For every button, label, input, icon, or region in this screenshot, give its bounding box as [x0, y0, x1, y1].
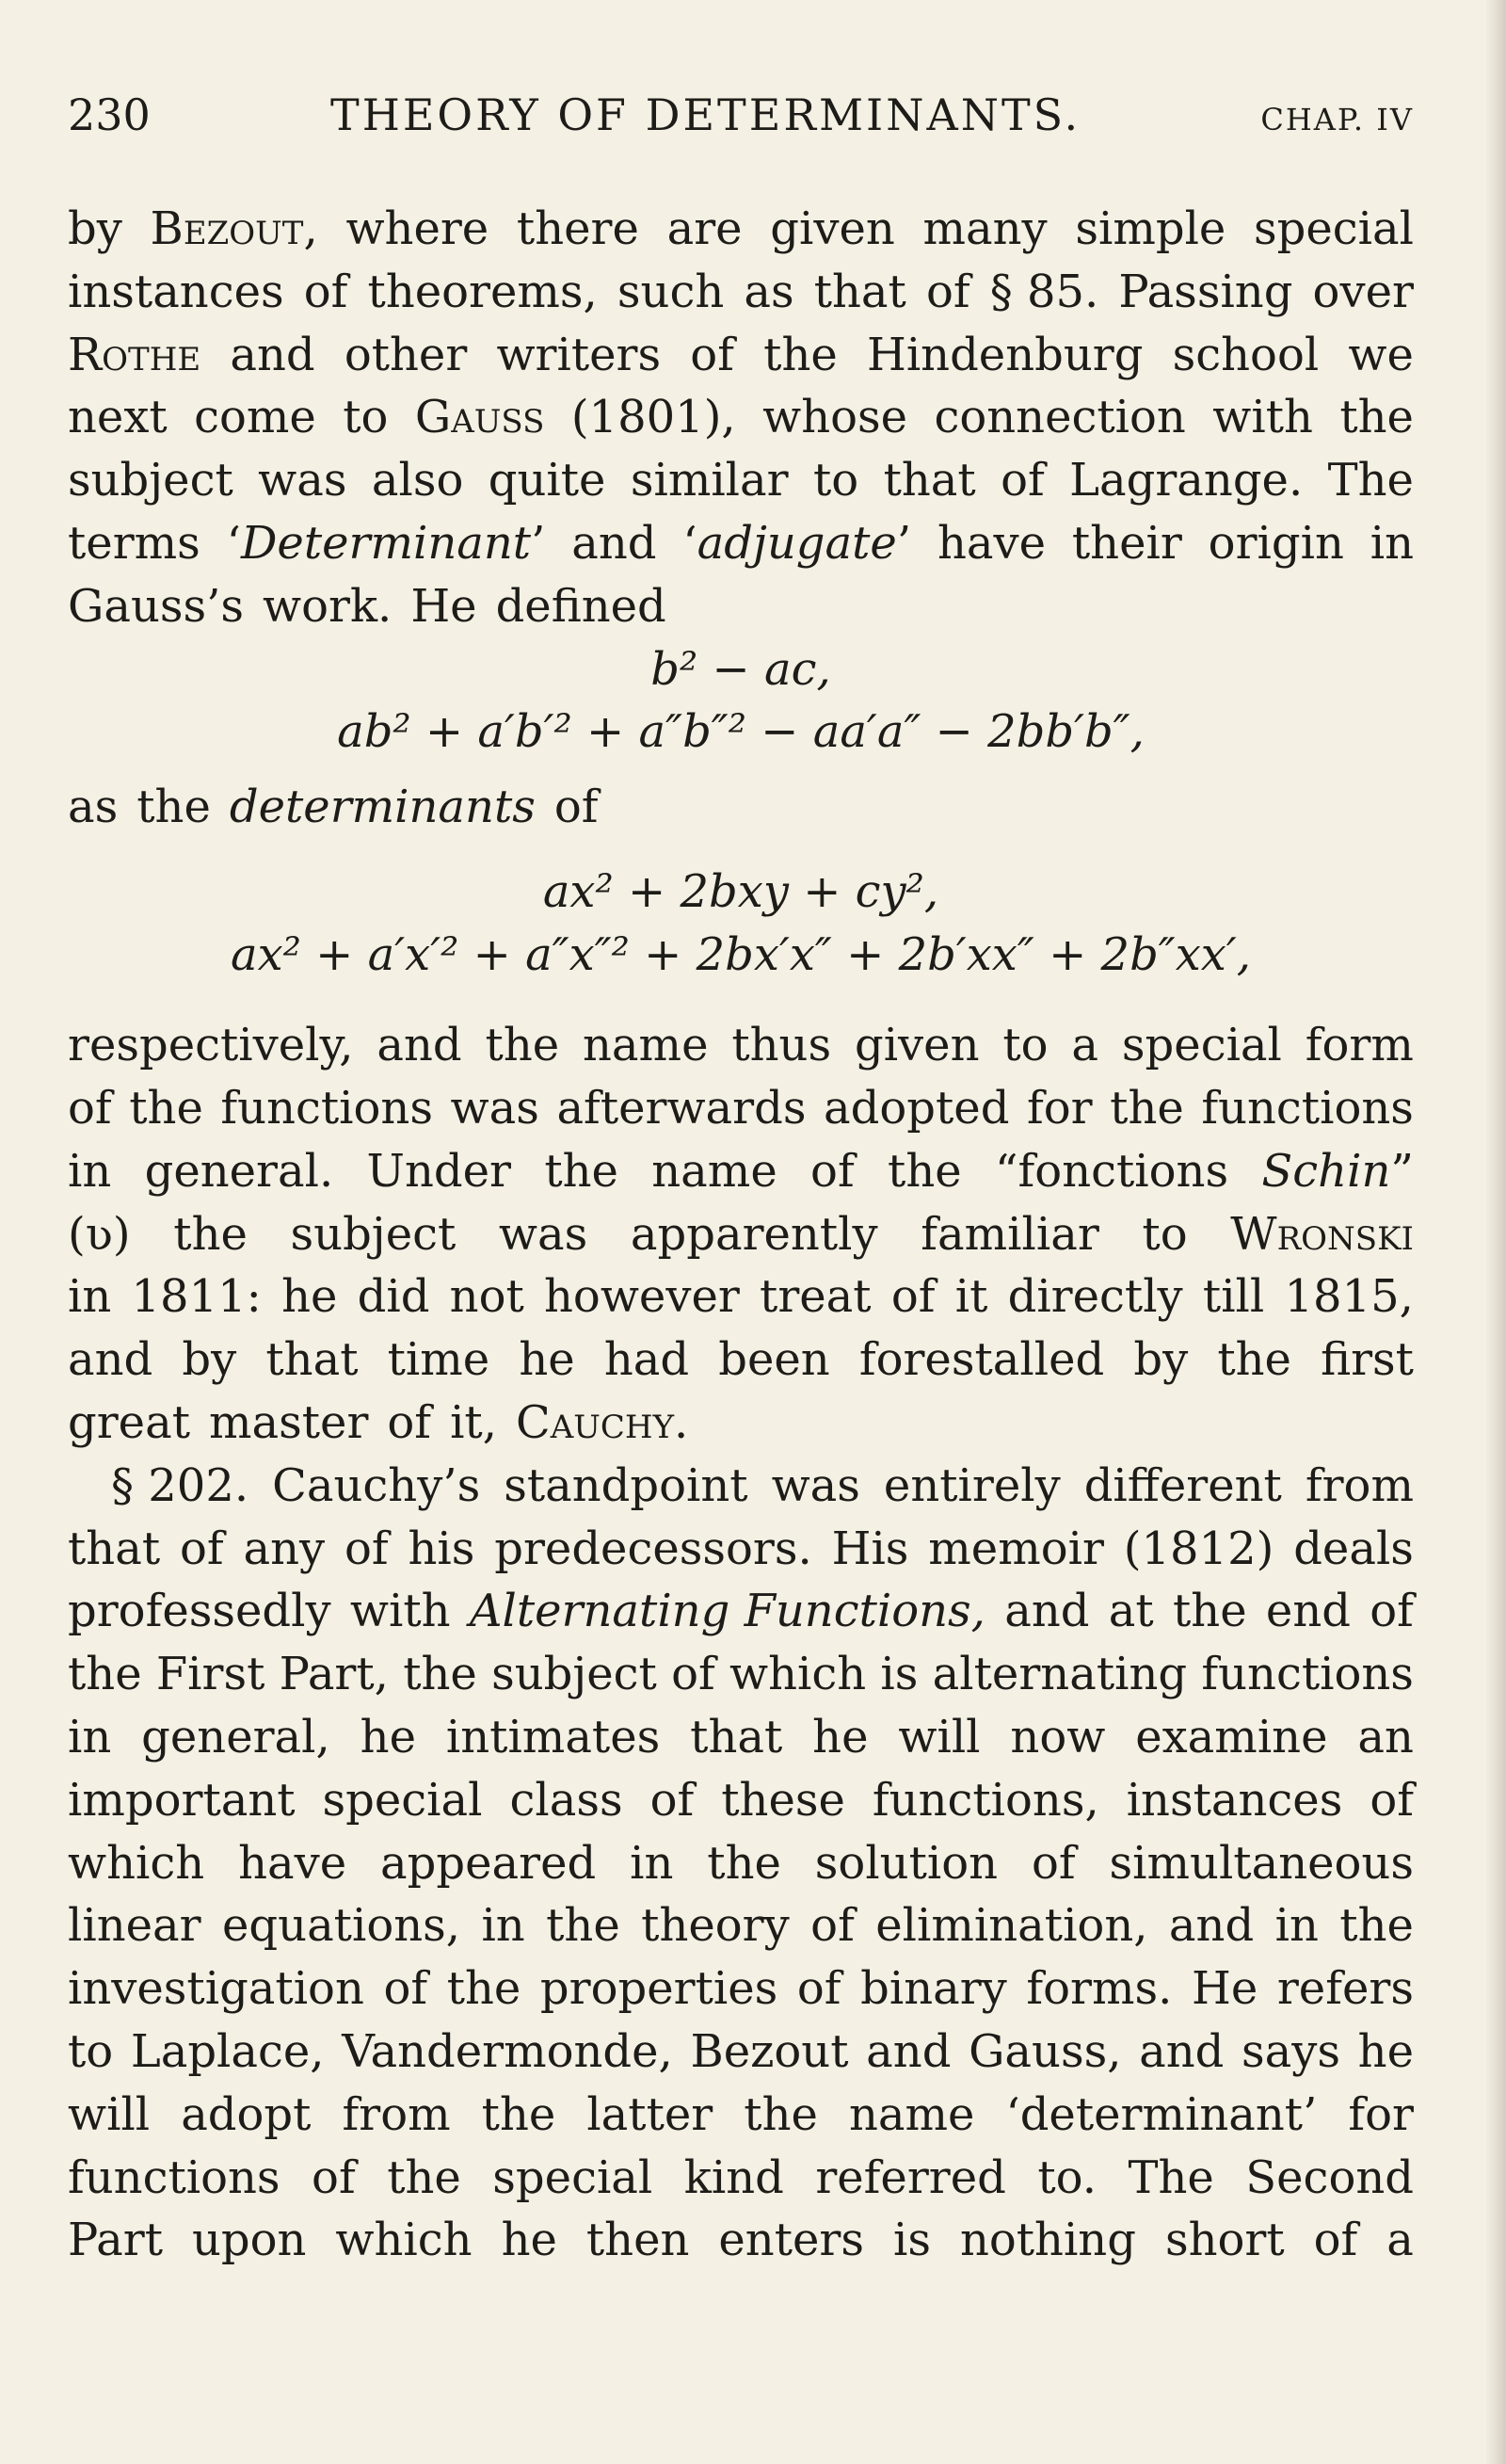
- word: refers: [1276, 1962, 1414, 2016]
- word: he: [360, 1710, 416, 1763]
- word: he: [812, 1710, 869, 1763]
- word: great: [68, 1395, 190, 1449]
- word: with: [1212, 391, 1313, 444]
- word: it,: [450, 1395, 497, 1449]
- body-text: [68, 198, 1414, 2272]
- word: ‘determinant’: [1005, 2087, 1318, 2141]
- word: he: [501, 2214, 557, 2267]
- text-line: [68, 575, 1414, 638]
- running-head: [68, 89, 1414, 146]
- word: binary: [860, 1962, 1007, 2016]
- word: of: [810, 1899, 855, 1953]
- word: The: [1128, 2150, 1214, 2204]
- word: directly: [1007, 1270, 1183, 1324]
- word: the: [481, 2087, 556, 2141]
- word: and: [866, 2024, 952, 2078]
- word: special: [1254, 202, 1414, 255]
- word: (1801),: [570, 391, 736, 444]
- word: subject: [491, 1648, 657, 1701]
- word: Second: [1245, 2150, 1414, 2204]
- word: a: [1071, 1019, 1099, 1072]
- running-title: THEORY OF DETERMINANTS.: [330, 89, 1081, 140]
- word: that: [883, 454, 976, 507]
- word: the: [68, 1648, 142, 1701]
- word: many: [922, 202, 1048, 255]
- page-edge-shadow: [1485, 0, 1506, 2464]
- word: short: [1164, 2214, 1285, 2267]
- word: school: [1172, 328, 1320, 381]
- word: intimates: [445, 1710, 661, 1763]
- word: Part: [68, 2214, 163, 2267]
- word: in: [1274, 1899, 1319, 1953]
- word: the: [1339, 1899, 1414, 1953]
- word: simultaneous: [1109, 1836, 1414, 1890]
- word: functions: [220, 1081, 433, 1135]
- word: instances: [1126, 1773, 1343, 1827]
- word: the: [1217, 1333, 1291, 1387]
- word: solution: [814, 1836, 999, 1890]
- word: kind: [683, 2150, 784, 2204]
- formula-line: ab² + a′b′² + a″b″² − aa′a″ − 2bb′b″,: [337, 705, 1145, 759]
- word: (1812): [1123, 1522, 1274, 1575]
- word: He: [410, 579, 477, 633]
- word: Vandermonde,: [342, 2024, 673, 2078]
- word: special: [1121, 1019, 1282, 1072]
- text-line: [68, 1957, 1414, 2021]
- word: and: [1139, 2024, 1225, 2078]
- word: come: [194, 391, 316, 444]
- word: functions: [68, 2150, 280, 2204]
- word: the: [1173, 1585, 1247, 1638]
- word: of: [179, 1522, 224, 1575]
- word: Gauss’s: [68, 579, 245, 633]
- word: and: [1004, 1585, 1090, 1638]
- word: Hindenburg: [866, 328, 1144, 381]
- word: alternating: [932, 1648, 1188, 1701]
- word: the: [888, 1144, 962, 1198]
- word: First: [155, 1648, 265, 1701]
- formula-line: b² − ac,: [650, 642, 831, 696]
- word: also: [371, 454, 464, 507]
- word: to: [343, 391, 389, 444]
- text-line: [68, 1455, 1414, 1518]
- word: afterwards: [556, 1081, 807, 1135]
- word: his: [408, 1522, 475, 1575]
- word: name: [848, 2087, 975, 2141]
- word: now: [1010, 1710, 1106, 1763]
- word: the: [707, 1836, 781, 1890]
- word: however: [544, 1270, 740, 1324]
- word: was: [771, 1458, 860, 1512]
- word: is: [880, 1648, 919, 1701]
- word: of: [1370, 1585, 1414, 1638]
- term-adjugate: ‘adjugate’: [682, 516, 912, 570]
- word: 1811:: [131, 1270, 262, 1324]
- word: the: [1110, 1081, 1184, 1135]
- word: investigation: [68, 1962, 364, 2016]
- word: important: [68, 1773, 296, 1827]
- word: which: [335, 2214, 473, 2267]
- word: an: [1357, 1710, 1414, 1763]
- word: of: [68, 1081, 112, 1135]
- word: which: [729, 1648, 867, 1701]
- word: general.: [144, 1144, 334, 1198]
- word: the: [403, 1648, 477, 1701]
- word: special: [322, 1773, 483, 1827]
- word: deals: [1293, 1522, 1414, 1575]
- formula-line: ax² + a′x′² + a″x″² + 2bx′x″ + 2b′xx″ + 2b″xx′,: [230, 928, 1252, 982]
- word: different: [1083, 1458, 1282, 1512]
- word: given: [854, 1019, 980, 1072]
- text-line: [68, 2209, 1414, 2272]
- word: memoir: [928, 1522, 1104, 1575]
- word: the: [136, 781, 211, 834]
- word: entirely: [883, 1458, 1061, 1512]
- word: end: [1265, 1585, 1351, 1638]
- word: of: [925, 265, 970, 318]
- page-number: 230: [68, 89, 151, 140]
- word: properties: [539, 1962, 778, 2016]
- term-alternating-functions: Alternating Functions,: [469, 1585, 985, 1638]
- word: Passing: [1118, 265, 1293, 318]
- name-cauchy: Cauchy.: [515, 1395, 689, 1449]
- word: Cauchy’s: [272, 1458, 481, 1512]
- text-line: [68, 261, 1414, 324]
- text-line: [68, 776, 1414, 861]
- text-line: [68, 1769, 1414, 1832]
- word: in: [68, 1710, 112, 1763]
- word: connection: [934, 391, 1186, 444]
- word: that: [813, 265, 906, 318]
- word: and: [68, 1333, 153, 1387]
- word: any: [243, 1522, 326, 1575]
- word: are: [666, 202, 743, 255]
- term-determinants: determinants: [229, 781, 536, 834]
- word: of: [796, 1962, 841, 2016]
- word: have: [238, 1836, 347, 1890]
- word: Under: [366, 1144, 511, 1198]
- word: at: [1108, 1585, 1154, 1638]
- word: terms: [68, 516, 200, 570]
- word: He: [1191, 1962, 1258, 2016]
- word: in: [630, 1836, 674, 1890]
- book-page: [68, 89, 1414, 2272]
- name-bezout: Bezout,: [150, 202, 318, 255]
- word: will: [68, 2087, 151, 2141]
- word: Bezout: [690, 2024, 849, 2078]
- name-wronski: Wronski: [1230, 1207, 1414, 1261]
- word: thus: [731, 1019, 832, 1072]
- word: to: [812, 454, 859, 507]
- word: writers: [496, 328, 662, 381]
- word: Lagrange.: [1069, 454, 1304, 507]
- word: forms.: [1026, 1962, 1173, 2016]
- word: form: [1305, 1019, 1414, 1072]
- word: the: [485, 1019, 560, 1072]
- word: enters: [718, 2214, 864, 2267]
- word: other: [344, 328, 468, 381]
- text-line: [68, 2147, 1414, 2210]
- word: familiar: [921, 1207, 1099, 1261]
- word: was: [258, 454, 347, 507]
- word: from: [1305, 1458, 1414, 1512]
- word: of: [312, 2150, 356, 2204]
- word: it: [954, 1270, 988, 1324]
- word: of: [810, 1144, 855, 1198]
- word: next: [68, 391, 168, 444]
- word: which: [68, 1836, 205, 1890]
- word: he: [519, 1333, 575, 1387]
- word: quite: [488, 454, 606, 507]
- word: to: [1002, 1019, 1049, 1072]
- word: was: [450, 1081, 539, 1135]
- word: by: [182, 1333, 237, 1387]
- word: simple: [1075, 202, 1226, 255]
- word: first: [1321, 1333, 1414, 1387]
- word: that: [690, 1710, 783, 1763]
- text-line: [68, 1518, 1414, 1581]
- word: had: [603, 1333, 690, 1387]
- word: § 85.: [989, 265, 1099, 318]
- word: and: [376, 1019, 462, 1072]
- word: over: [1312, 265, 1414, 318]
- word: of: [1313, 2214, 1358, 2267]
- word: the: [546, 1899, 620, 1953]
- word: the: [129, 1081, 203, 1135]
- word: of: [1370, 1773, 1414, 1827]
- word: the: [763, 328, 838, 381]
- section-number: § 202.: [111, 1458, 249, 1512]
- text-line: [68, 1706, 1414, 1769]
- word: to: [68, 2024, 114, 2078]
- word: and: [571, 516, 657, 570]
- word: is: [892, 2214, 931, 2267]
- chapter-label: CHAP. IV: [1260, 102, 1414, 137]
- word: there: [516, 202, 639, 255]
- word: their: [1071, 516, 1182, 570]
- word: as: [744, 265, 794, 318]
- word: whose: [762, 391, 908, 444]
- word: the: [387, 2150, 461, 2204]
- word: we: [1348, 328, 1414, 381]
- word: the: [544, 1144, 618, 1198]
- word: in: [68, 1270, 112, 1324]
- word: for: [1026, 1081, 1093, 1135]
- name-gauss: Gauss: [414, 391, 545, 444]
- word: that: [68, 1522, 161, 1575]
- word: for: [1348, 2087, 1414, 2141]
- word: subject: [290, 1207, 457, 1261]
- word: of: [303, 265, 348, 318]
- word: to: [1142, 1207, 1188, 1261]
- word: have: [937, 516, 1047, 570]
- word: treat: [760, 1270, 872, 1324]
- text-line: [68, 1643, 1414, 1706]
- word: master: [208, 1395, 369, 1449]
- word: His: [831, 1522, 909, 1575]
- text-line: [68, 512, 1414, 575]
- word: appeared: [380, 1836, 597, 1890]
- text-line: [68, 1894, 1414, 1957]
- word: as: [68, 781, 119, 834]
- word: linear: [68, 1899, 201, 1953]
- word: will: [898, 1710, 981, 1763]
- word: professedly: [68, 1585, 331, 1638]
- word: by: [1133, 1333, 1189, 1387]
- word: and: [230, 328, 315, 381]
- word: did: [357, 1270, 430, 1324]
- word: of: [671, 1648, 715, 1701]
- word: work.: [263, 579, 393, 633]
- text-line: [68, 324, 1414, 387]
- word: of: [1031, 1836, 1076, 1890]
- text-line: [68, 2021, 1414, 2084]
- word: he: [1357, 2024, 1414, 2078]
- word: functions: [1201, 1081, 1414, 1135]
- word: (ʋ): [68, 1207, 131, 1261]
- word: standpoint: [504, 1458, 748, 1512]
- text-line: [68, 1580, 1414, 1643]
- text-line: [68, 449, 1414, 512]
- word: similar: [630, 454, 789, 507]
- word: subject: [68, 454, 233, 507]
- term-schin: Schin”: [1261, 1144, 1414, 1198]
- word: the: [173, 1207, 248, 1261]
- word: apparently: [630, 1207, 878, 1261]
- word: 1815,: [1284, 1270, 1414, 1324]
- word: of: [890, 1270, 936, 1324]
- text-line: [68, 1140, 1414, 1203]
- term-determinant: ‘Determinant’: [226, 516, 546, 570]
- word: in: [481, 1899, 525, 1953]
- word: latter: [586, 2087, 713, 2141]
- word: class: [509, 1773, 623, 1827]
- word: of: [553, 781, 599, 834]
- word: from: [342, 2087, 451, 2141]
- word: “fonctions: [994, 1144, 1229, 1198]
- word: he: [281, 1270, 338, 1324]
- word: been: [718, 1333, 830, 1387]
- word: the: [744, 2087, 818, 2141]
- word: Part,: [279, 1648, 389, 1701]
- word: Gauss,: [969, 2024, 1122, 2078]
- word: with: [349, 1585, 451, 1638]
- word: elimination,: [875, 1899, 1148, 1953]
- word: equations,: [222, 1899, 461, 1953]
- word: the: [1339, 391, 1414, 444]
- word: instances: [68, 265, 284, 318]
- text-line: [68, 1329, 1414, 1392]
- text-line: [68, 1014, 1414, 1077]
- text-line: [68, 1077, 1414, 1140]
- word: till: [1202, 1270, 1265, 1324]
- word: origin: [1208, 516, 1344, 570]
- word: was: [498, 1207, 588, 1261]
- word: special: [492, 2150, 653, 2204]
- word: general,: [141, 1710, 330, 1763]
- word: time: [387, 1333, 490, 1387]
- text-line: [68, 198, 1414, 261]
- word: in: [68, 1144, 112, 1198]
- word: not: [449, 1270, 524, 1324]
- word: the: [446, 1962, 521, 2016]
- word: and: [1168, 1899, 1255, 1953]
- text-line: [68, 1832, 1414, 1895]
- word: theorems,: [367, 265, 598, 318]
- word: in: [1370, 516, 1414, 570]
- word: where: [345, 202, 489, 255]
- word: of: [649, 1773, 695, 1827]
- name-rothe: Rothe: [68, 328, 201, 381]
- word: that: [265, 1333, 359, 1387]
- word: upon: [191, 2214, 307, 2267]
- word: functions: [1201, 1648, 1414, 1701]
- word: name: [651, 1144, 777, 1198]
- word: then: [585, 2214, 690, 2267]
- word: such: [617, 265, 725, 318]
- word: by: [68, 202, 122, 255]
- word: name: [583, 1019, 709, 1072]
- word: examine: [1135, 1710, 1328, 1763]
- word: of: [690, 328, 734, 381]
- word: predecessors.: [494, 1522, 812, 1575]
- text-line: [68, 1203, 1414, 1266]
- text-line: [68, 1265, 1414, 1329]
- word: respectively,: [68, 1019, 354, 1072]
- word: of: [387, 1395, 432, 1449]
- word: of: [1001, 454, 1045, 507]
- word: adopt: [181, 2087, 312, 2141]
- word: adopted: [824, 1081, 1010, 1135]
- word: of: [383, 1962, 428, 2016]
- word: to.: [1037, 2150, 1097, 2204]
- text-line: [68, 1392, 1414, 1455]
- word: these: [721, 1773, 845, 1827]
- word: of: [344, 1522, 389, 1575]
- word: The: [1327, 454, 1414, 507]
- word: theory: [641, 1899, 790, 1953]
- text-line: [68, 386, 1414, 449]
- word: referred: [815, 2150, 1006, 2204]
- word: forestalled: [858, 1333, 1105, 1387]
- word: functions,: [872, 1773, 1099, 1827]
- word: defined: [495, 579, 666, 633]
- word: Laplace,: [130, 2024, 325, 2078]
- text-line: [68, 2084, 1414, 2147]
- word: a: [1386, 2214, 1414, 2267]
- word: says: [1242, 2024, 1341, 2078]
- word: given: [770, 202, 895, 255]
- word: nothing: [959, 2214, 1136, 2267]
- formula-line: ax² + 2bxy + cy²,: [542, 865, 939, 919]
